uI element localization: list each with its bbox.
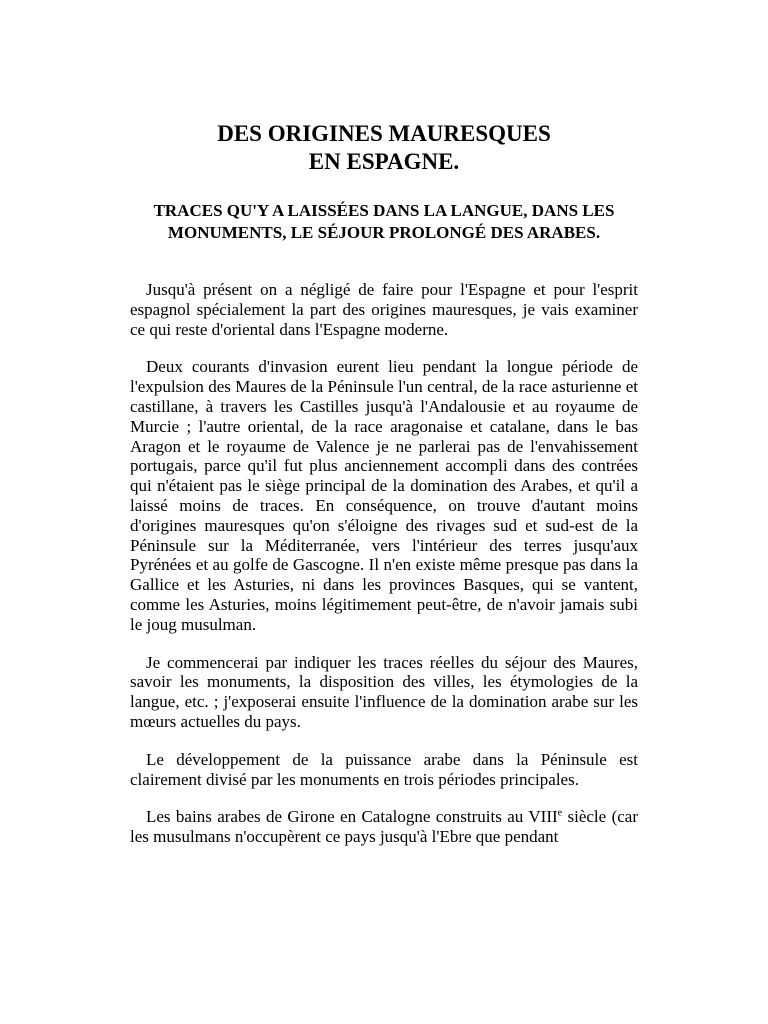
paragraph-text: Les bains arabes de Girone en Catalogne construits au VIII (146, 807, 558, 827)
paragraph-text: siècle (car les musulmans n'occupèrent ce pays jusqu'à l'Ebre que pendant (130, 807, 638, 847)
title-line-1: DES ORIGINES MAURESQUES (217, 121, 551, 146)
paragraph: Le développement de la puissance arabe dans la Péninsule est clairement divisé par les monuments en trois périodes principales. (130, 749, 638, 789)
superscript: e (557, 807, 563, 819)
paragraph: Je commencerai par indiquer les traces réelles du séjour des Maures, savoir les monuments, la disposition des villes, les étymologies de la langue, etc. ; j'exposerai ensuite l'influence de la domination arabe sur les mœurs actuelles du pays. (130, 652, 638, 731)
title-line-2: EN ESPAGNE. (308, 149, 460, 174)
document-title (130, 120, 638, 176)
paragraph: Deux courants d'invasion eurent lieu pendant la longue période de l'expulsion des Maures de la Péninsule l'un central, de la race asturienne et castillane, à travers les Castilles jusqu'à l'Andalousie et au royaume de Murcie ; l'autre oriental, de la race aragonaise et catalane, dans le bas Aragon et le royaume de Valence je ne parlerai pas de l'envahissement portugais, parce qu'il fut plus anciennement accompli dans des contrées qui n'étaient pas le siège principal de la domination des Arabes, et qu'il a laissé moins de traces. En conséquence, on trouve d'autant moins d'origines mauresques qu'on s'éloigne des rivages sud et sud-est de la Péninsule sur la Méditerranée, vers l'intérieur des terres jusqu'aux Pyrénées et au golfe de Gascogne. Il n'en existe même presque pas dans la Gallice et les Asturies, ni dans les provinces Basques, qui se vantent, comme les Asturies, moins légitimement peut-être, de n'avoir jamais subi le joug musulman. (130, 357, 638, 634)
document-body (130, 280, 638, 847)
document-subtitle: TRACES QU'Y A LAISSÉES DANS LA LANGUE, DANS LES MONUMENTS, LE SÉJOUR PROLONGÉ DES ARABES. (153, 201, 615, 242)
paragraph-last (130, 807, 638, 847)
paragraph: Jusqu'à présent on a négligé de faire pour l'Espagne et pour l'esprit espagnol spécialement la part des origines mauresques, je vais examiner ce qui reste d'oriental dans l'Espagne moderne. (130, 280, 638, 339)
document-page (130, 120, 638, 865)
